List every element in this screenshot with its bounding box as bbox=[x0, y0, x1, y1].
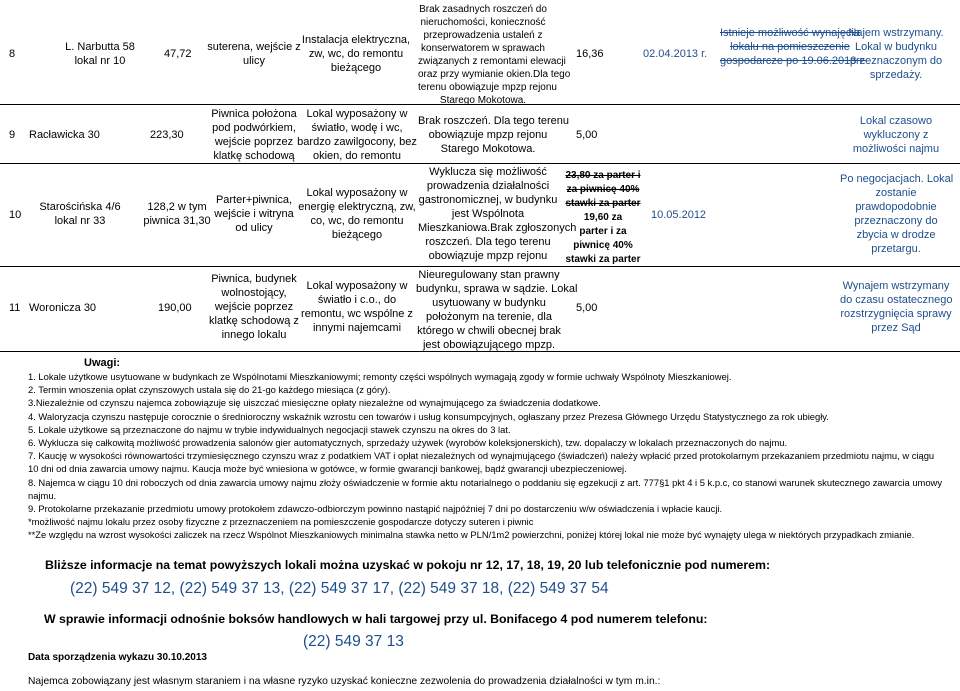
notes-line: obowiązuje mpzp rejonu bbox=[428, 250, 548, 262]
notes-line: terenu obowiązuje mpzp rejonu bbox=[418, 82, 557, 93]
notes-line: związanych z remontami elewacji bbox=[418, 56, 566, 67]
type-cell bbox=[205, 40, 303, 68]
remark-item: 8. Najemca w ciągu 10 dni roboczych od dnia zawarcia umowy najmu złoży oświadczenie w formie aktu notarialnego o poddaniu się egzekucji z art. 777§1 pkt 4 i 5 k.p.c, co stanowi warunek skutecznego zawarcia umowy bbox=[28, 476, 943, 488]
footer-note: Najemca zobowiązany jest własnym staraniem i na własne ryzyko uzyskać konieczne zezwolenia do prowadzenia działalności w tym m.in.: bbox=[28, 676, 661, 687]
status-line: przeznaczonym do bbox=[849, 55, 943, 67]
type-line: klatkę schodową z bbox=[209, 315, 299, 327]
remark-line: gospodarcze po 19.06.2013 r. bbox=[720, 55, 866, 67]
rate-line: 19,60 za bbox=[583, 212, 623, 223]
install-line: Lokal wyposażony w bbox=[306, 108, 408, 120]
install-line: Lokal wyposażony w bbox=[306, 187, 408, 199]
notes-line: prowadzenia działalności bbox=[426, 180, 550, 192]
date-cell: 10.05.2012 bbox=[651, 209, 707, 221]
remark-line: lokalu na pomieszczenie bbox=[730, 41, 850, 53]
date-cell: 02.04.2013 r. bbox=[643, 48, 708, 60]
type-cell bbox=[205, 107, 303, 163]
notes-line: gastronomicznej, w budynku bbox=[418, 194, 558, 206]
status-line: Najem wstrzymany. bbox=[848, 27, 944, 39]
remark-line: Istnieje możliwość wynajęcia bbox=[720, 27, 860, 39]
notes-line: konserwatorem w sprawach bbox=[421, 43, 545, 54]
install-line: energię elektryczną, zw, bbox=[298, 201, 416, 213]
type-line: Piwnica, budynek bbox=[211, 273, 297, 285]
remark-item: 6. Wyklucza się całkowitą możliwość prowadzenia salonów gier automatycznych, sprzedaży używek (wyrobów koleksjonerskich), tzw. dopalaczy w lokalach przeznaczonych do najmu. bbox=[28, 437, 788, 449]
row-number: 8 bbox=[9, 48, 16, 60]
install-cell bbox=[296, 279, 418, 335]
install-cell bbox=[296, 186, 418, 242]
notes-line: którego w chwili obecnej brak bbox=[417, 325, 561, 337]
install-line: bieżącego bbox=[330, 62, 382, 74]
area-cell: 47,72 bbox=[164, 48, 192, 60]
type-line: wejście poprzez bbox=[214, 136, 294, 148]
notes-line: obowiązuje mpzp rejonu bbox=[428, 129, 548, 141]
rate-struck-line: za piwnicę 40% bbox=[566, 184, 640, 195]
status-line: Po negocjacjach. Lokal bbox=[840, 173, 954, 185]
notes-line: jest obowiązującego mpzp. bbox=[422, 339, 556, 351]
status-line: prawdopodobnie bbox=[855, 201, 937, 213]
address-line: lokal nr 10 bbox=[74, 55, 126, 67]
rate-line: stawki za parter bbox=[565, 254, 641, 265]
rate-struck-line: stawki za parter bbox=[565, 198, 641, 209]
notes-line: Nieuregulowany stan prawny bbox=[418, 269, 560, 281]
area-cell: 190,00 bbox=[158, 302, 192, 314]
rate-cell: 16,36 bbox=[576, 48, 604, 60]
area-cell: 223,30 bbox=[150, 129, 184, 141]
install-line: Lokal wyposażony w bbox=[306, 280, 408, 292]
type-cell bbox=[205, 193, 303, 235]
status-line: możliwości najmu bbox=[852, 143, 940, 155]
status-line: zostanie bbox=[875, 187, 917, 199]
notes-line: budynku, sprawa w sądzie. Lokal bbox=[416, 283, 578, 295]
notes-line: Brak zasadnych roszczeń do bbox=[419, 4, 547, 15]
rate-line: piwnicę 40% bbox=[573, 240, 633, 251]
area-line: 128,2 w tym bbox=[147, 201, 207, 213]
rate-cell: 5,00 bbox=[576, 302, 598, 314]
type-line: innego lokalu bbox=[221, 329, 287, 341]
notes-cell bbox=[418, 114, 570, 156]
address-cell: Woronicza 30 bbox=[29, 302, 97, 314]
install-line: bieżącego bbox=[331, 229, 383, 241]
status-cell bbox=[840, 279, 952, 335]
phone-numbers: (22) 549 37 12, (22) 549 37 13, (22) 549 37 17, (22) 549 37 18, (22) 549 37 54 bbox=[70, 580, 609, 597]
date-label: Data sporządzenia wykazu 30.10.2013 bbox=[28, 652, 207, 663]
notes-line: Starego Mokotowa. bbox=[439, 95, 527, 106]
row-number: 9 bbox=[9, 129, 16, 141]
boxes-phone: (22) 549 37 13 bbox=[303, 633, 404, 650]
type-line: od ulicy bbox=[235, 222, 273, 234]
notes-line: nieruchomości, konieczność bbox=[420, 17, 546, 28]
status-line: Lokal w budynku bbox=[855, 41, 937, 53]
remark-item: 7. Kaucję w wysokości równowartości trzymiesięcznego czynszu wraz z podatkiem VAT i opłat niezależnych od wynajmującego (świadczeń) należy wpłacić przed protokolarnym przekazaniem przedmiotu najmu, w ciągu bbox=[28, 450, 935, 462]
remark-item: 1. Lokale użytkowe usytuowane w budynkach ze Wspólnotami Mieszkaniowymi; remonty części wspólnych wymagają zgody w formie uchwały Wspólnoty Mieszkaniowej. bbox=[28, 371, 732, 382]
boxes-heading: W sprawie informacji odnośnie boksów handlowych w hali targowej przy ul. Bonifacego 4 pod numerem telefonu: bbox=[44, 612, 708, 626]
status-line: przeznaczony do bbox=[854, 215, 938, 227]
address-line: L. Narbutta 58 bbox=[65, 41, 135, 53]
remark-item: **Ze względu na wzrost wysokości zaliczek na rzecz Wspólnot Mieszkaniowych minimalna stawka netto w PLN/1m2 powierzchni, poniżej której lokal nie może być wynajęty ulega w niektórych przypadkach zmianie. bbox=[28, 529, 915, 541]
remark-item: 9. Protokolarne przekazanie przedmiotu umowy protokołem zdawczo-odbiorczym powinno nastąpić najpóźniej 7 dni po dostarczeniu w/w oświadczenia i wpłacie kaucji. bbox=[28, 503, 723, 515]
row-divider bbox=[0, 266, 960, 267]
status-line: rozstrzygnięcia sprawy bbox=[840, 308, 952, 320]
info-heading: Bliższe informacje na temat powyższych lokali można uzyskać w pokoju nr 12, 17, 18, 19, 20 lub telefonicznie pod numerem: bbox=[45, 558, 771, 572]
status-line: przetargu. bbox=[871, 243, 921, 255]
notes-line: jest Wspólnota bbox=[451, 208, 525, 220]
remark-item: najmu. bbox=[28, 489, 57, 501]
address-cell bbox=[50, 40, 150, 68]
notes-line: usytuowany w budynku bbox=[432, 297, 546, 309]
remark-item: 4. Waloryzacja czynszu następuje corocznie o średnioroczny wskaźnik wzrostu cen towarów i usług konsumpcyjnych, ogłaszany przez Prezesa Głównego Urzędu Statystycznego za rok ubiegły. bbox=[28, 410, 829, 422]
row-divider bbox=[0, 163, 960, 164]
remark-item: 3.Niezależnie od czynszu najemca zobowiązuje się uiszczać miesięczne opłaty niezależne od wynajmującego za świadczenia dodatkowe. bbox=[28, 397, 601, 409]
notes-cell bbox=[416, 268, 578, 352]
install-line: innymi najemcami bbox=[312, 322, 402, 334]
row-number: 11 bbox=[9, 302, 21, 314]
area-line: piwnica 31,30 bbox=[143, 215, 211, 227]
rate-struck-line: 23,80 za parter i bbox=[565, 170, 641, 181]
notes-cell bbox=[418, 3, 571, 107]
status-line: do czasu ostatecznego bbox=[840, 294, 953, 306]
remark-item: 10 dni od dnia zawarcia umowy najmu. Kaucja może być wniesiona w gotówce, w formie gwarancji bankowej, bądź gwarancji ubezpieczeniowej. bbox=[28, 463, 627, 475]
type-line: pod podwórkiem, bbox=[212, 122, 296, 134]
notes-line: roszczeń. Dla tego terenu bbox=[425, 236, 551, 248]
row-number: 10 bbox=[9, 209, 22, 221]
install-cell bbox=[300, 33, 412, 75]
notes-line: przeprowadzenia ustaleń z bbox=[423, 30, 543, 41]
status-line: Wynajem wstrzymany bbox=[842, 280, 950, 292]
status-cell bbox=[840, 172, 952, 256]
rate-cell: 5,00 bbox=[576, 129, 598, 141]
notes-line: oraz przy wymianie okien.Dla tego bbox=[418, 69, 571, 80]
install-line: zw, wc, do remontu bbox=[308, 48, 404, 60]
install-line: bardzo zawilgocony, bez bbox=[297, 136, 417, 148]
type-line: wolnostojący, bbox=[221, 287, 287, 299]
rate-cell bbox=[560, 169, 646, 267]
address-cell bbox=[30, 200, 130, 228]
status-line: wykluczony z bbox=[863, 129, 929, 141]
address-cell: Racławicka 30 bbox=[29, 129, 100, 141]
remarks-list bbox=[28, 370, 942, 542]
install-line: okien, do remontu bbox=[312, 150, 402, 162]
type-cell bbox=[205, 272, 303, 342]
rate-line: parter i za bbox=[579, 226, 627, 237]
type-line: ulicy bbox=[242, 55, 265, 67]
status-line: sprzedaży. bbox=[869, 69, 923, 81]
remark-item: 2. Termin wnoszenia opłat czynszowych ustala się do 21-go każdego miesiąca (z góry). bbox=[28, 384, 391, 396]
install-line: światło, wodę i wc, bbox=[311, 122, 403, 134]
remark-struck-cell bbox=[720, 26, 866, 68]
install-line: remontu, wc wspólne z bbox=[301, 308, 413, 320]
remark-item: 5. Lokale użytkowe są przeznaczone do najmu w trybie indywidualnych negocjacji stawek czynszu na okres do 3 lat. bbox=[28, 423, 511, 435]
status-line: przez Sąd bbox=[871, 322, 921, 334]
type-line: wejście poprzez bbox=[214, 301, 294, 313]
status-line: Lokal czasowo bbox=[859, 115, 933, 127]
notes-line: położonym na terenie, dla bbox=[426, 311, 552, 323]
install-cell bbox=[296, 107, 418, 163]
type-line: Piwnica położona bbox=[211, 108, 297, 120]
notes-line: Brak roszczeń. Dla tego terenu bbox=[418, 115, 570, 127]
install-line: światło i c.o., do bbox=[317, 294, 397, 306]
notes-line: Mieszkaniowa.Brak zgłoszonych bbox=[418, 222, 577, 234]
remarks-title: Uwagi: bbox=[84, 357, 121, 369]
address-line: lokal nr 33 bbox=[54, 215, 106, 227]
type-line: klatkę schodową bbox=[213, 150, 295, 162]
status-line: zbycia w drodze bbox=[856, 229, 936, 241]
remark-item: *możliwość najmu lokalu przez osoby fizyczne z przeznaczeniem na pomieszczenie gospodarcze dotyczy suteren i piwnic bbox=[28, 516, 534, 528]
install-line: co, wc, do remontu bbox=[310, 215, 404, 227]
notes-cell bbox=[418, 165, 577, 263]
status-cell bbox=[840, 26, 952, 82]
type-line: Parter+piwnica, bbox=[215, 194, 293, 206]
status-cell bbox=[840, 114, 952, 156]
notes-line: Starego Mokotowa. bbox=[440, 143, 536, 155]
address-line: Starościńska 4/6 bbox=[39, 201, 121, 213]
notes-line: Wyklucza się możliwość bbox=[429, 166, 547, 178]
install-line: Instalacja elektryczna, bbox=[301, 34, 411, 46]
type-line: wejście i witryna bbox=[214, 208, 294, 220]
type-line: suterena, wejście z bbox=[207, 41, 301, 53]
